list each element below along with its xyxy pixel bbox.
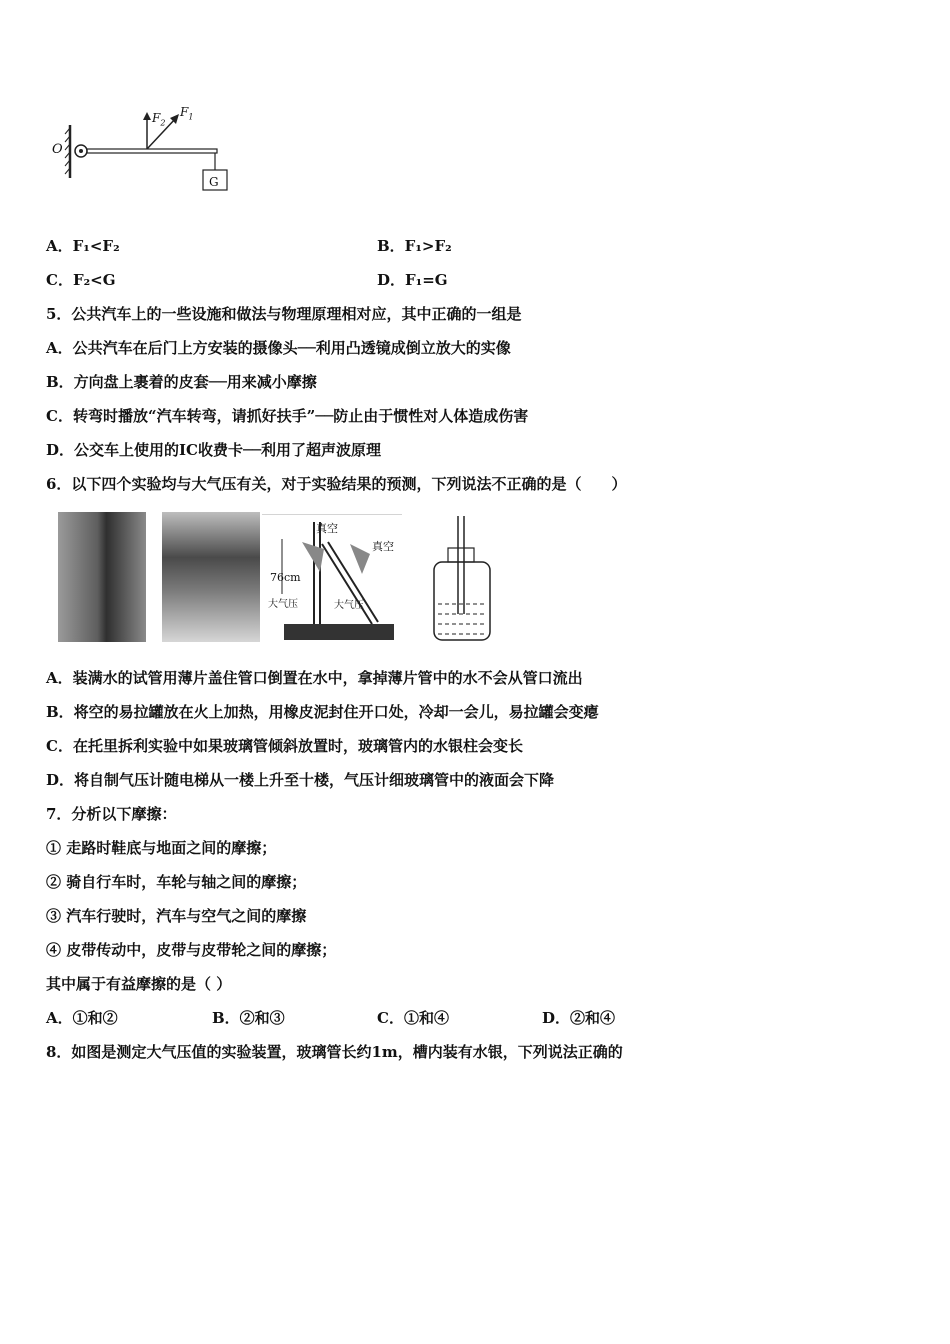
q7-question: 其中属于有益摩擦的是（ ）: [46, 975, 232, 993]
q7-option-c: C．①和④: [377, 1009, 449, 1027]
label-f2: $F_2$: [152, 111, 166, 128]
q8-stem: 8．如图是测定大气压值的实验装置，玻璃管长约1m，槽内装有水银，下列说法正确的: [46, 1043, 623, 1061]
label-o: O: [52, 142, 63, 157]
q4-option-b: B．F₁>F₂: [377, 237, 452, 255]
label-g: G: [209, 175, 219, 189]
q7-stem: 7．分析以下摩擦：: [46, 805, 177, 823]
q6-option-b: B．将空的易拉罐放在火上加热，用橡皮泥封住开口处，冷却一会儿，易拉罐会变瘪: [46, 703, 599, 721]
q7-item-1: ① 走路时鞋底与地面之间的摩擦；: [46, 839, 277, 857]
label-atm-2: 大气压: [334, 600, 364, 611]
q5-stem: 5．公共汽车上的一些设施和做法与物理原理相对应，其中正确的一组是: [46, 305, 522, 323]
q6-option-a: A．装满水的试管用薄片盖住管口倒置在水中，拿掉薄片管中的水不会从管口流出: [46, 669, 583, 687]
lever-diagram: [50, 100, 250, 200]
q7-option-d: D．②和④: [542, 1009, 616, 1027]
photo-can-heating: [162, 512, 260, 642]
label-vacuum-1: 真空: [316, 522, 338, 535]
q7-option-a: A．①和②: [46, 1009, 118, 1027]
q6-option-c: C．在托里拆利实验中如果玻璃管倾斜放置时，玻璃管内的水银柱会变长: [46, 737, 523, 755]
label-76cm: 76cm: [270, 571, 301, 584]
q5-option-b: B．方向盘上裹着的皮套──用来减小摩擦: [46, 373, 317, 391]
q5-option-c: C．转弯时播放“汽车转弯，请抓好扶手”──防止由于惯性对人体造成伤害: [46, 407, 529, 425]
q5-option-d: D．公交车上使用的IC收费卡──利用了超声波原理: [46, 441, 382, 459]
barometer-bottle-diagram: [430, 514, 496, 644]
q4-option-a: A．F₁<F₂: [46, 237, 120, 255]
q6-stem: 6．以下四个实验均与大气压有关，对于实验结果的预测，下列说法不正确的是（ ）: [46, 475, 627, 493]
q6-option-d: D．将自制气压计随电梯从一楼上升至十楼，气压计细玻璃管中的液面会下降: [46, 771, 555, 789]
q7-item-4: ④ 皮带传动中，皮带与皮带轮之间的摩擦；: [46, 941, 337, 959]
lever-bar: [87, 149, 217, 153]
label-f1: $F_1$: [180, 105, 194, 122]
q4-option-d: D．F₁=G: [377, 271, 448, 289]
q5-option-a: A．公共汽车在后门上方安装的摄像头──利用凸透镜成倒立放大的实像: [46, 339, 511, 357]
q7-item-2: ② 骑自行车时，车轮与轴之间的摩擦；: [46, 873, 307, 891]
q4-option-c: C．F₂<G: [46, 271, 116, 289]
q7-option-b: B．②和③: [212, 1009, 285, 1027]
label-vacuum-2: 真空: [372, 540, 394, 553]
q7-item-3: ③ 汽车行驶时，汽车与空气之间的摩擦: [46, 907, 307, 925]
photo-test-tube: [58, 512, 146, 642]
label-atm-1: 大气压: [268, 599, 298, 610]
